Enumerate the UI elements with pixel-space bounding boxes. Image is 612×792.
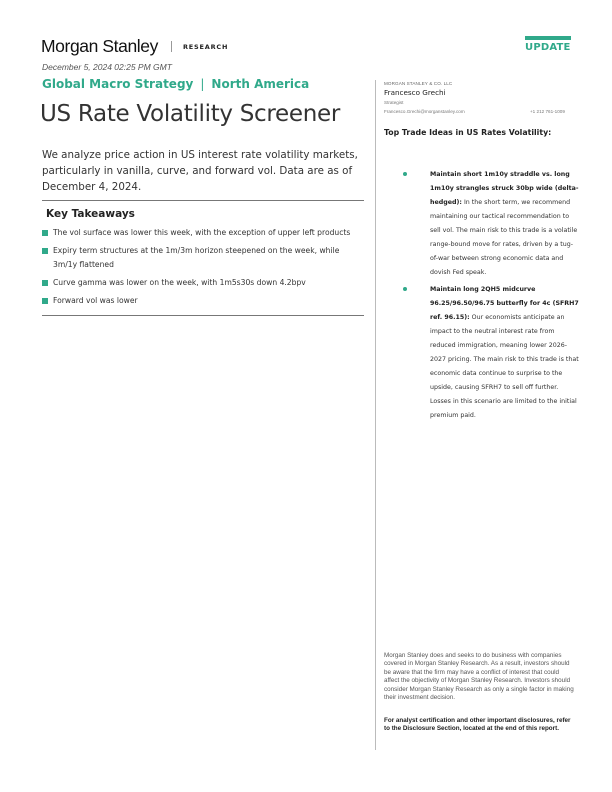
report-summary: We analyze price action in US interest rate volatility markets, particularly in vanilla, curve, and forward vol. Data are as of December 4, 2024.	[42, 149, 358, 193]
author-phone: +1 212 761-1009	[530, 109, 565, 114]
trade-idea-body: Our economists anticipate an impact to the neutral interest rate from reduced immigration, meaning lower 2026-2027 pricing. The main risk to this trade is that economic data continue to surprise to the upside, causing SFRH7 to sell off further. Losses in this scenario are limited to the initial premium paid.	[430, 314, 579, 419]
trade-ideas-list	[400, 168, 580, 426]
divider-top	[42, 200, 364, 201]
key-takeaways-title: Key Takeaways	[46, 208, 135, 220]
trade-idea-body: In the short term, we recommend maintaining our tactical recommendation to sell vol. The main risk to this trade is a volatile range-bound move for rates, driven by a tug-of-war between strong economic data and dovish Fed speak.	[430, 199, 578, 276]
square-bullet-icon	[42, 230, 48, 236]
author-firm: MORGAN STANLEY & CO. LLC	[384, 81, 453, 86]
category-region: North America	[211, 77, 310, 91]
author-role: Strategist	[384, 100, 404, 105]
disclosure-note: For analyst certification and other important disclosures, refer to the Disclosure Section, located at the end of this report.	[384, 717, 571, 733]
brand-name: Morgan Stanley	[41, 36, 158, 56]
key-takeaways-list	[42, 226, 364, 312]
disclaimer-text: Morgan Stanley does and seeks to do business with companies covered in Morgan Stanley Research. As a result, investors should be aware that the firm may have a conflict of interest that could affect the objectivity of Morgan Stanley Research. Investors should consider Morgan Stanley Research as only a single factor in making their investment decision.	[384, 652, 574, 702]
brand-logo	[41, 36, 228, 57]
report-category	[42, 77, 309, 91]
author-name: Francesco Grechi	[384, 88, 446, 97]
update-badge	[525, 36, 571, 53]
divider-bottom	[42, 315, 364, 316]
badge-label: UPDATE	[525, 42, 571, 53]
author-email[interactable]: Francesco.Grechi@morganstanley.com	[384, 109, 465, 114]
trade-idea-item	[400, 283, 580, 423]
takeaway-item: Curve gamma was lower on the week, with 1m5s30s down 4.2bpv	[42, 276, 364, 290]
dot-bullet-icon	[403, 172, 407, 176]
square-bullet-icon	[42, 298, 48, 304]
badge-bar	[525, 36, 571, 40]
category-separator: |	[200, 77, 205, 91]
column-divider	[375, 80, 376, 750]
trade-idea-headline: Maintain short 1m10y straddle vs. long 1m10y strangles struck 30bp wide (delta-hedged):	[430, 171, 579, 206]
trade-idea-item	[400, 168, 580, 280]
dot-bullet-icon	[403, 287, 407, 291]
logo-divider	[171, 41, 172, 52]
square-bullet-icon	[42, 248, 48, 254]
page-title: US Rate Volatility Screener	[40, 101, 341, 127]
section-label: RESEARCH	[182, 42, 229, 51]
trade-ideas-title: Top Trade Ideas in US Rates Volatility:	[384, 128, 552, 137]
square-bullet-icon	[42, 280, 48, 286]
takeaway-item: The vol surface was lower this week, with the exception of upper left products	[42, 226, 364, 240]
category-primary: Global Macro Strategy	[42, 77, 194, 91]
takeaway-item: Forward vol was lower	[42, 294, 364, 308]
publish-date: December 5, 2024 02:25 PM GMT	[42, 62, 172, 72]
trade-idea-headline: Maintain long 2QH5 midcurve 96.25/96.50/96.75 butterfly for 4c (SFRH7 ref. 96.15):	[430, 286, 579, 321]
takeaway-item: Expiry term structures at the 1m/3m horizon steepened on the week, while 3m/1y flattened	[42, 244, 364, 272]
